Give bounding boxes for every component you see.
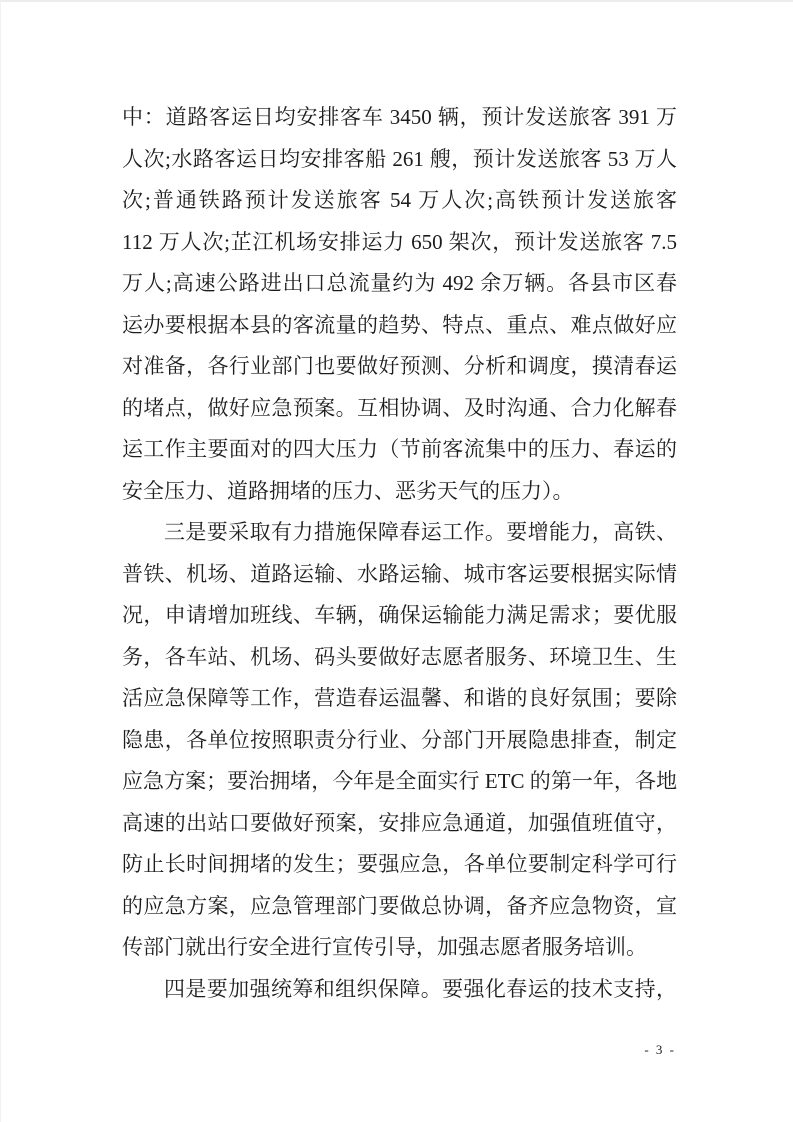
page-number: - 3 - bbox=[644, 1042, 676, 1057]
text-line: 安全压力、道路拥堵的压力、恶劣天气的压力）。 bbox=[122, 478, 574, 503]
text-line: 运工作主要面对的四大压力（节前客流集中的压力、春运的 bbox=[122, 437, 677, 461]
text-line: 运办要根据本县的客流量的趋势、特点、重点、难点做好应 bbox=[122, 312, 677, 337]
text-line: 隐患，各单位按照职责分行业、分部门开展隐患排查，制定 bbox=[122, 727, 677, 752]
text-line: 高速的出站口要做好预案，安排应急通道，加强值班值守， bbox=[122, 810, 677, 835]
text-line: 万人;高速公路进出口总流量约为 492 余万辆。各县市区春 bbox=[122, 271, 677, 295]
text-line: 112 万人次;芷江机场安排运力 650 架次，预计发送旅客 7.5 bbox=[122, 229, 677, 254]
text-block bbox=[122, 97, 677, 1010]
text-line: 活应急保障等工作，营造春运温馨、和谐的良好氛围；要除 bbox=[122, 686, 677, 710]
text-line: 人次;水路客运日均安排客船 261 艘，预计发送旅客 53 万人 bbox=[122, 146, 677, 171]
text-line: 务，各车站、机场、码头要做好志愿者服务、环境卫生、生 bbox=[122, 644, 677, 669]
text-line: 况，申请增加班线、车辆，确保运输能力满足需求；要优服 bbox=[122, 603, 677, 627]
text-line: 对准备，各行业部门也要做好预测、分析和调度，摸清春运 bbox=[122, 354, 677, 378]
text-line: 应急方案；要治拥堵，今年是全面实行 ETC 的第一年，各地 bbox=[122, 769, 677, 793]
paragraph-continuation bbox=[122, 97, 677, 512]
text-line: 四是要加强统筹和组织保障。要强化春运的技术支持， bbox=[164, 976, 677, 1001]
paragraph-four bbox=[122, 969, 677, 1011]
text-line: 中：道路客运日均安排客车 3450 辆，预计发送旅客 391 万 bbox=[122, 105, 677, 129]
text-line: 普铁、机场、道路运输、水路运输、城市客运要根据实际情 bbox=[122, 561, 677, 586]
text-line: 次;普通铁路预计发送旅客 54 万人次;高铁预计发送旅客 bbox=[122, 188, 677, 212]
text-line: 三是要采取有力措施保障春运工作。要增能力，高铁、 bbox=[164, 520, 677, 544]
text-line: 传部门就出行安全进行宣传引导，加强志愿者服务培训。 bbox=[122, 935, 647, 959]
text-line: 的应急方案，应急管理部门要做总协调，备齐应急物资，宣 bbox=[122, 893, 677, 918]
text-line: 的堵点，做好应急预案。互相协调、及时沟通、合力化解春 bbox=[122, 395, 677, 420]
paragraph-three bbox=[122, 512, 677, 969]
text-line: 防止长时间拥堵的发生；要强应急，各单位要制定科学可行 bbox=[122, 852, 677, 876]
